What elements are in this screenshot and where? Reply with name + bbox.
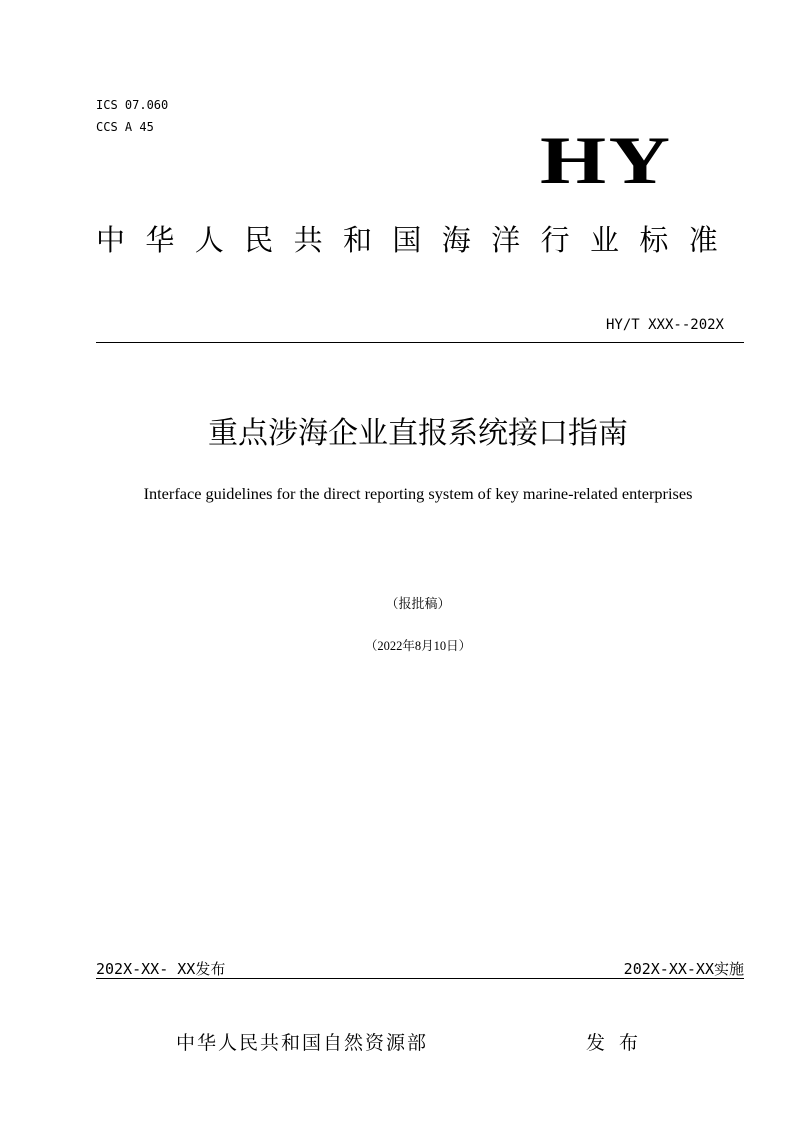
draft-status: （报批稿） [385, 597, 451, 612]
standard-number: HY/T XXX--202X [605, 317, 724, 333]
implementation-date-value: 202X-XX-XX [623, 960, 714, 978]
ics-code: ICS 07.060 [96, 98, 169, 112]
draft-date: （2022年8月10日） [364, 639, 472, 653]
issued-by-label: 发 布 [586, 1032, 643, 1054]
implementation-date [624, 960, 744, 978]
document-title-chinese: 重点涉海企业直报系统接口指南 [208, 416, 628, 451]
issuing-authority: 中华人民共和国自然资源部 [176, 1032, 429, 1054]
issue-label: 发布 [195, 960, 226, 978]
document-title-english: Interface guidelines for the direct reporting system of key marine-related enterprises [143, 484, 693, 503]
standard-category-heading: 中华人民共和国海洋行业标准 [96, 223, 739, 257]
ccs-code: CCS A 45 [96, 120, 154, 134]
hy-logo: HY [540, 122, 673, 198]
issue-date [96, 960, 225, 978]
implementation-label: 实施 [713, 960, 744, 978]
header-divider [96, 342, 744, 343]
issue-date-value: 202X-XX- XX [96, 960, 196, 978]
footer-divider [96, 978, 744, 979]
